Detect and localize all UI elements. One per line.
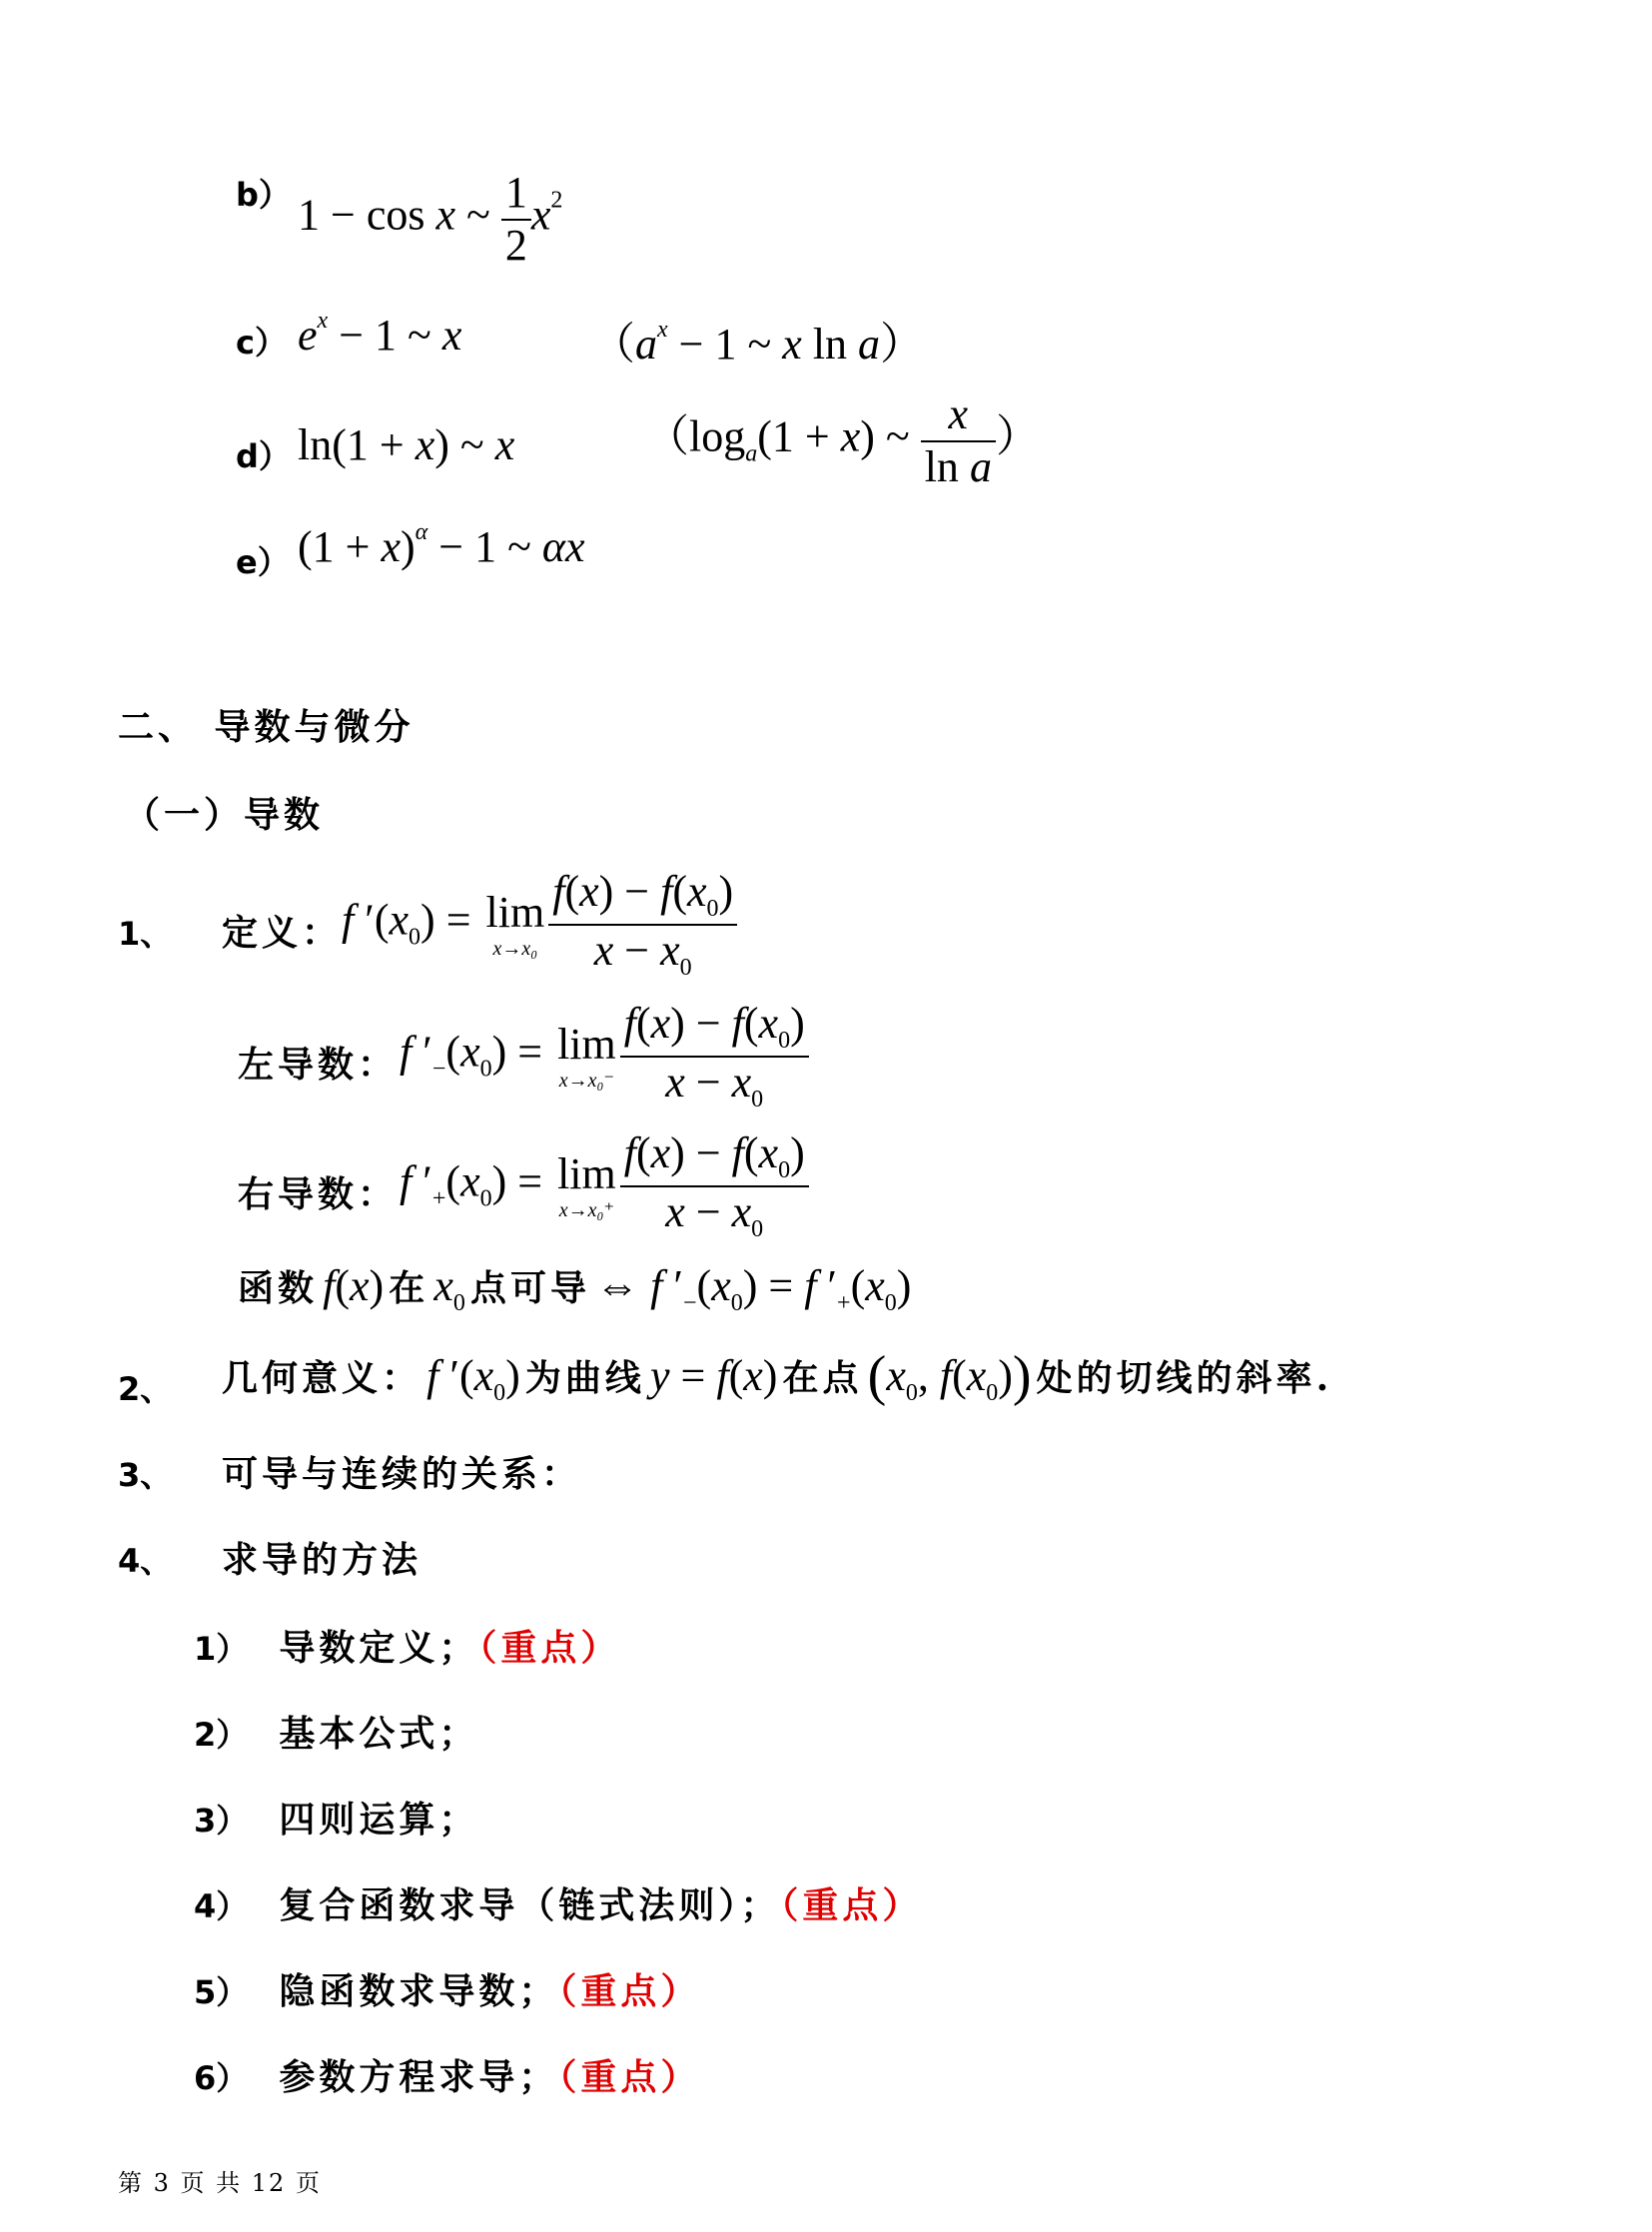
- method-4-note: （重点）: [780, 1884, 923, 1926]
- item-2-mid1: 为曲线: [524, 1357, 645, 1399]
- section-title: 二、 导数与微分: [118, 706, 414, 748]
- cond-post: 点可导: [470, 1267, 591, 1309]
- derivative-definition-formula: f $'(x_0)$ = lim x→x₀ $\frac{f(x) - f(x_0)}{x - x_0}$: [342, 867, 737, 982]
- equiv-c-formula: $e^x - 1$ ~ x: [298, 308, 462, 360]
- item-2-num: 2、: [118, 1370, 173, 1408]
- subsection-title: （一）导数: [124, 794, 325, 836]
- item-4-text: 求导的方法: [222, 1539, 422, 1581]
- item-1-text: 定义：: [222, 912, 343, 954]
- method-3-num: 3）: [194, 1802, 249, 1840]
- method-4-num: 4）: [194, 1887, 249, 1925]
- method-6-text: 参数方程求导；: [279, 2056, 559, 2098]
- equiv-d-general: （$\log_a(1 + x)$ ~ $\frac{x}{\text{ln a}}$ ）: [645, 389, 1040, 491]
- equiv-d-label: d）: [236, 437, 291, 475]
- right-derivative-formula: f $'_+(x_0)$ = lim x→x₀⁺ $\frac{f(x) - f(x_0)}{x - x_0}$: [400, 1128, 809, 1243]
- method-3: [194, 1792, 478, 1843]
- method-5-text: 隐函数求导数；: [279, 1970, 559, 2012]
- equiv-c-general: （$a^x - 1$ ~ x ln a）: [591, 317, 925, 369]
- method-4: [194, 1877, 922, 1928]
- method-6: [194, 2049, 700, 2100]
- method-3-text: 四则运算；: [279, 1799, 479, 1841]
- equiv-b-formula: 1 − cos x ~ $\frac{1}{2}$ $x^2$: [298, 168, 563, 270]
- method-4-text: 复合函数求导（链式法则）；: [279, 1884, 781, 1926]
- equiv-e-label: e）: [236, 543, 290, 581]
- equiv-d-formula: ln(1 + x) ~ x: [298, 420, 515, 469]
- method-5-note: （重点）: [558, 1970, 701, 2012]
- method-2-num: 2）: [194, 1716, 249, 1754]
- method-1-note: （重点）: [478, 1627, 621, 1669]
- item-2-row: 几何意义： f $'(x_0)$ 为曲线 y = f(x) 在点 ($x_0$, $f(x_0)$) 处的切线的斜率.: [222, 1345, 1333, 1407]
- method-1: [194, 1620, 620, 1671]
- cond-pre: 函数: [238, 1267, 319, 1309]
- equiv-e-formula: $(1 + x)^\alpha - 1$ ~ αx: [298, 519, 585, 571]
- equiv-c-label: c）: [236, 324, 287, 362]
- equiv-b-label: b）: [236, 176, 291, 214]
- item-2-mid2: 在点: [782, 1357, 863, 1399]
- item-2-post: 处的切线的斜率.: [1036, 1357, 1333, 1399]
- right-derivative-text: 右导数：: [238, 1173, 399, 1215]
- left-derivative-text: 左导数：: [238, 1044, 399, 1086]
- method-6-note: （重点）: [558, 2056, 701, 2098]
- left-derivative-formula: f $'_-(x_0)$ = lim x→x₀⁻ $\frac{f(x) - f(x_0)}{x - x_0}$: [400, 999, 809, 1114]
- method-2: [194, 1706, 478, 1757]
- differentiability-condition: 函数 f(x) 在 $x_0$ 点可导 ⇔ f $'_-(x_0) = f$ $'_+(x_0)$: [238, 1261, 912, 1316]
- item-2-text: 几何意义：: [222, 1357, 422, 1399]
- method-5-num: 5）: [194, 1973, 249, 2011]
- item-4-num: 4、: [118, 1542, 173, 1580]
- method-5: [194, 1963, 700, 2014]
- item-1-num: 1、: [118, 915, 173, 953]
- cond-mid: 在: [389, 1267, 429, 1309]
- equiv-b-row: [236, 170, 291, 216]
- method-1-text: 导数定义；: [279, 1627, 479, 1669]
- method-6-num: 6）: [194, 2059, 249, 2097]
- item-3-num: 3、: [118, 1456, 173, 1494]
- method-2-text: 基本公式；: [279, 1713, 479, 1755]
- page-footer: 第 3 页 共 12 页: [118, 2169, 322, 2197]
- item-3-text: 可导与连续的关系：: [222, 1453, 582, 1495]
- method-1-num: 1）: [194, 1630, 249, 1668]
